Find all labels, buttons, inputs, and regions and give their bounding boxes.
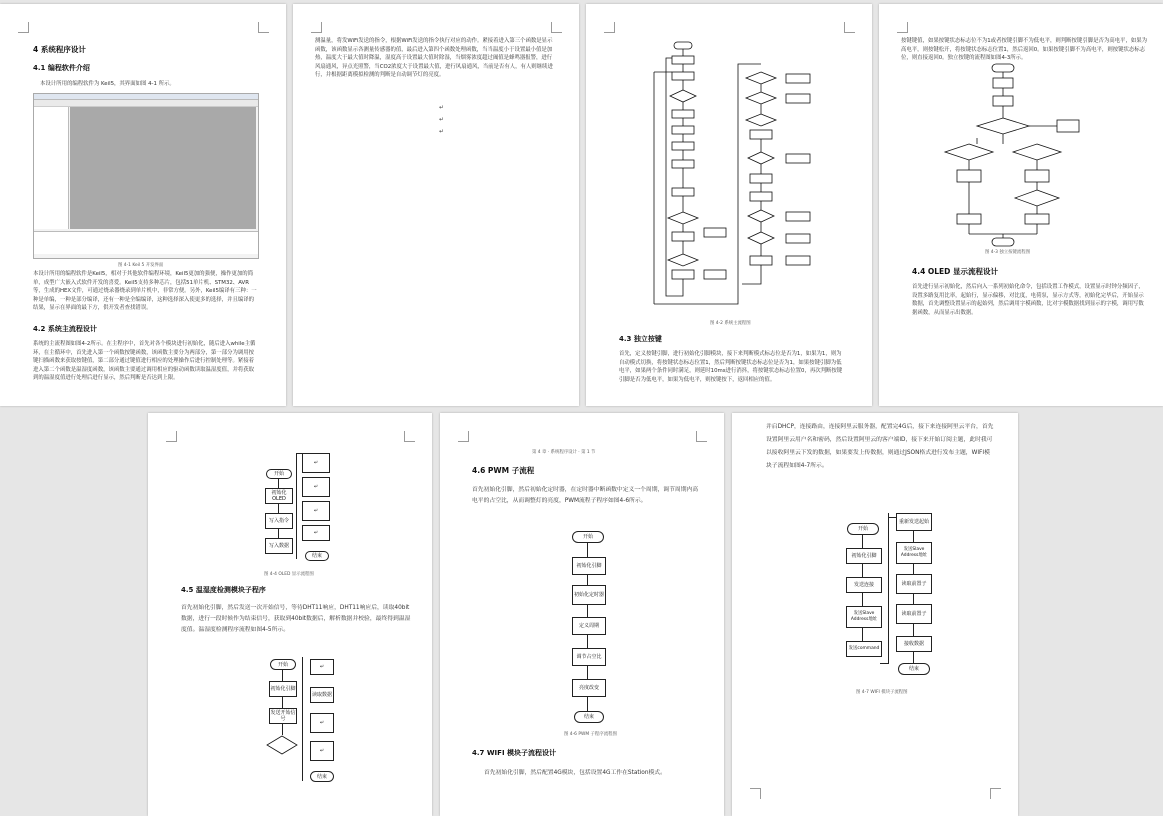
- flow-node: 接收数据: [896, 636, 932, 652]
- figure-caption: 图 4-3 独立按键流程图: [985, 250, 1031, 255]
- body-paragraph: 首先初始化引脚，然后初始化定时器，在定时器中断函数中定义一个周期，调节周期内高电平的占空比，从而调整灯的亮度，PWM流程子程序如图4-6所示。: [472, 487, 699, 504]
- crop-mark: [311, 22, 322, 33]
- body-paragraph: 按键键值，如果按键状态标志位不为1或者按键引脚不为低电平，则判断按键引脚是否为高电平，如果为高电平，则按键松开，将按键状态标志位置1，然后返回0。如果按键引脚不为高电平，则按键状态标志位，则直接返回0。独立按键的流程图如图4-3所示。: [901, 38, 1148, 62]
- flow-node: 读取前置子: [896, 604, 932, 624]
- flow-node: 发送Slave Address地址: [846, 606, 882, 628]
- heading-4-2: 4.2 系统主流程设计: [33, 325, 97, 333]
- flow-node: 发送command: [846, 641, 882, 657]
- flow-node: ↵: [302, 501, 330, 521]
- crop-mark: [990, 788, 1001, 799]
- body-paragraph: 首先，定义按键引脚，进行初始化引脚模块，接下来判断模式标志位是否为1，如果为1，则为自动模式切换，将按键状态标志位置1，然后判断按键状态标志位是否为1，如果按键引脚为低电平，如果两个条件同时满足，则延时10ms进行消抖，将按键状态标志位置0，再次判断按键引脚是否为低电平，如果为低电平，则按键按下，返回相应的值。: [619, 351, 843, 383]
- crop-mark: [696, 431, 707, 442]
- body-paragraph: 本设计所用的编程软件是Keil5，相对于其他软件编程环境，Keil5更加的强便，操作更加的简单，成型广大嵌入式软件开发的喜爱。Keil5支持多种芯片，包括51单片机、STM32、AVR等，生成的HEX文件，可通过烧录器烧录到单片机中，非常方便。另外，Keil5编译有三种：一种是单编，一种是部分编译，还有一种是全编编译，这种选择深入使更多的选择，并且编译的结果，显示在界面的最下方，供开发者查找错误。: [33, 271, 257, 312]
- flow-node: 发送连接: [846, 577, 882, 593]
- figure-caption: 图 4-4 OLED 显示流程图: [264, 572, 314, 577]
- heading-4-1: 4.1 编程软件介绍: [33, 64, 90, 72]
- flow-node: ↵: [302, 453, 330, 473]
- flow-node-start: 开始: [266, 469, 292, 479]
- figure-caption: 图 4-6 PWM 子程序流程图: [564, 732, 617, 737]
- crop-mark: [844, 22, 855, 33]
- flow-node-start: 开始: [847, 523, 879, 535]
- flow-node: 写入数据: [265, 538, 293, 554]
- crop-mark: [750, 788, 761, 799]
- flow-node: ↵: [302, 525, 330, 541]
- intro-paragraph: 本设计所用的编程软件为 Keil5，其界面如图 4-1 所示。: [40, 81, 175, 87]
- flow-node: 读取前置子: [896, 574, 932, 594]
- flow-node-start: 开始: [270, 659, 296, 670]
- crop-mark: [166, 431, 177, 442]
- page-5: [148, 413, 432, 816]
- flow-node: 亮度改变: [572, 679, 606, 697]
- crop-mark: [404, 431, 415, 442]
- crop-mark: [258, 22, 269, 33]
- page-6: [440, 413, 724, 816]
- flow-node: 初始化引脚: [572, 557, 606, 575]
- figure-caption: 图 4-7 WIFI 模块子流程图: [856, 690, 908, 695]
- flow-node-start: 开始: [572, 531, 604, 543]
- body-paragraph-2: 系统的主流程图如图4-2所示。在主程序中，首先对各个模块进行初始化，随后进入while主循环，在主循环中，首先进入第一个函数按键函数，该函数主要分为两部分，第一部分为调用按键扫描函数来获取按键值，第二部分通过键值进行相应的处理操作后进行控制处理等。紧接着进入第二个函数是温湿度函数，该函数主要通过调用相应的驱动函数读取温湿度值，并将获取到的温湿度值进行处理后进行显示，然后判断是否达到上限。: [33, 341, 256, 382]
- figure-caption: 图 4-2 系统主流程图: [710, 321, 751, 326]
- flow-node-end: 结束: [898, 663, 930, 675]
- flow-node: ↵: [310, 713, 334, 733]
- flow-node: 写入指令: [265, 513, 293, 529]
- page-2: [293, 4, 579, 406]
- flow-node: 初始化引脚: [269, 681, 297, 697]
- page-1: [0, 4, 286, 406]
- flow-node: 初始化OLED: [265, 488, 293, 504]
- keil-ide-screenshot: [33, 93, 259, 259]
- heading-4-4: 4.4 OLED 显示流程设计: [912, 267, 999, 276]
- crop-mark: [897, 22, 908, 33]
- flow-node: 调节占空比: [572, 648, 606, 666]
- flow-node: ↵: [310, 741, 334, 761]
- paragraph-mark: ↵: [439, 104, 445, 111]
- flow-node: ↵: [302, 477, 330, 497]
- body-paragraph: 测温量，将发WiFi发送的指令，根据WiFi发送的指令执行对应的动作。紧接着进入第三个函数是显示函数，该函数显示各测量传感器的值，最后进入第四个函数处理函数，当当温度小于设置最小值是加热，温度大于最大值时降温，湿度高于设置最大值时除湿，当烟雾浓度超过阈值是蜂鸣器报警，进行风扇通风，异点光照警，当CO2浓度大于设置最大值，进行风扇通风，当前是否有人，有人则继续进行，并根据距离模拟检测的判断是自动调节灯的亮度。: [315, 38, 553, 79]
- flow-node-end: 结束: [305, 551, 329, 561]
- page-7: [732, 413, 1018, 816]
- flow-node: 初始化引脚: [846, 548, 882, 564]
- heading-chapter-4: 4 系统程序设计: [33, 45, 86, 54]
- decision-node: [266, 735, 298, 755]
- heading-4-6: 4.6 PWM 子流程: [472, 466, 535, 475]
- heading-4-7: 4.7 WIFI 模块子流程设计: [472, 749, 556, 757]
- flow-node-end: 结束: [574, 711, 604, 723]
- paragraph-mark: ↵: [439, 116, 445, 123]
- flow-node: 发送开始信号: [270, 710, 296, 722]
- crop-mark: [458, 431, 469, 442]
- flow-node: ↵: [310, 659, 334, 675]
- figure-caption: 图 4-1 Keil 5 开发界面: [118, 263, 164, 268]
- header-note: 第 4 章 · 系统程序设计 · 第 1 节: [532, 450, 596, 455]
- flow-node-end: 结束: [310, 771, 334, 782]
- page-3: [586, 4, 872, 406]
- heading-4-3: 4.3 独立按键: [619, 335, 662, 343]
- flow-node: 读取数据: [310, 687, 334, 703]
- paragraph-mark: ↵: [439, 128, 445, 135]
- main-flowchart: [646, 34, 816, 324]
- flow-node: 重新发送起始: [896, 513, 932, 531]
- body-paragraph-2: 首先初始化引脚，然后配置4G模块，包括设置4G工作在Station模式。: [484, 770, 666, 776]
- button-flowchart: [929, 62, 1099, 248]
- heading-4-5: 4.5 温湿度检测模块子程序: [181, 586, 266, 594]
- body-paragraph: 并启DHCP，连接路由，连接阿里云服务器，配置完4G后，接下来连接阿里云平台，首先设置阿里云用户名和密码，然后设置阿里云的客户端ID，接下来开始订阅主题，此时我可以接收阿里云下发的数据，如果要发上传数据，则通过JSON格式进行发布主题，WIFI模块子流程如图4-7所示。: [766, 424, 994, 469]
- crop-mark: [18, 22, 29, 33]
- flow-node: 定义周期: [572, 617, 606, 635]
- crop-mark: [551, 22, 562, 33]
- page-4: [879, 4, 1163, 406]
- body-paragraph: 首先初始化引脚，然后发送一次开始信号，等待DHT11响应，DHT11响应后，读取40bit数据，进行一段时候作为结束信号，获取到40bit数据后，解析数据并校验，最终得到温湿度值。温湿度检测程序流程如图4-5所示。: [181, 605, 411, 633]
- flow-node: 初始化定时器: [572, 585, 606, 605]
- crop-mark: [604, 22, 615, 33]
- flow-node: 发送Slave Address地址: [896, 542, 932, 564]
- body-paragraph-2: 首先进行显示初始化，然后向入一系列初始化命令，包括设置工作模式，设置显示时钟分频因子，设置多路复用比率，起始行，显示偏移，对比度，电荷泵，显示方式等，初始化完毕后，开始显示数据，首先调整设置显示的起始列，然后调用字模函数，比对字模数据找到显示的字模，调用写数据函数，从而显示出数据。: [912, 284, 1144, 316]
